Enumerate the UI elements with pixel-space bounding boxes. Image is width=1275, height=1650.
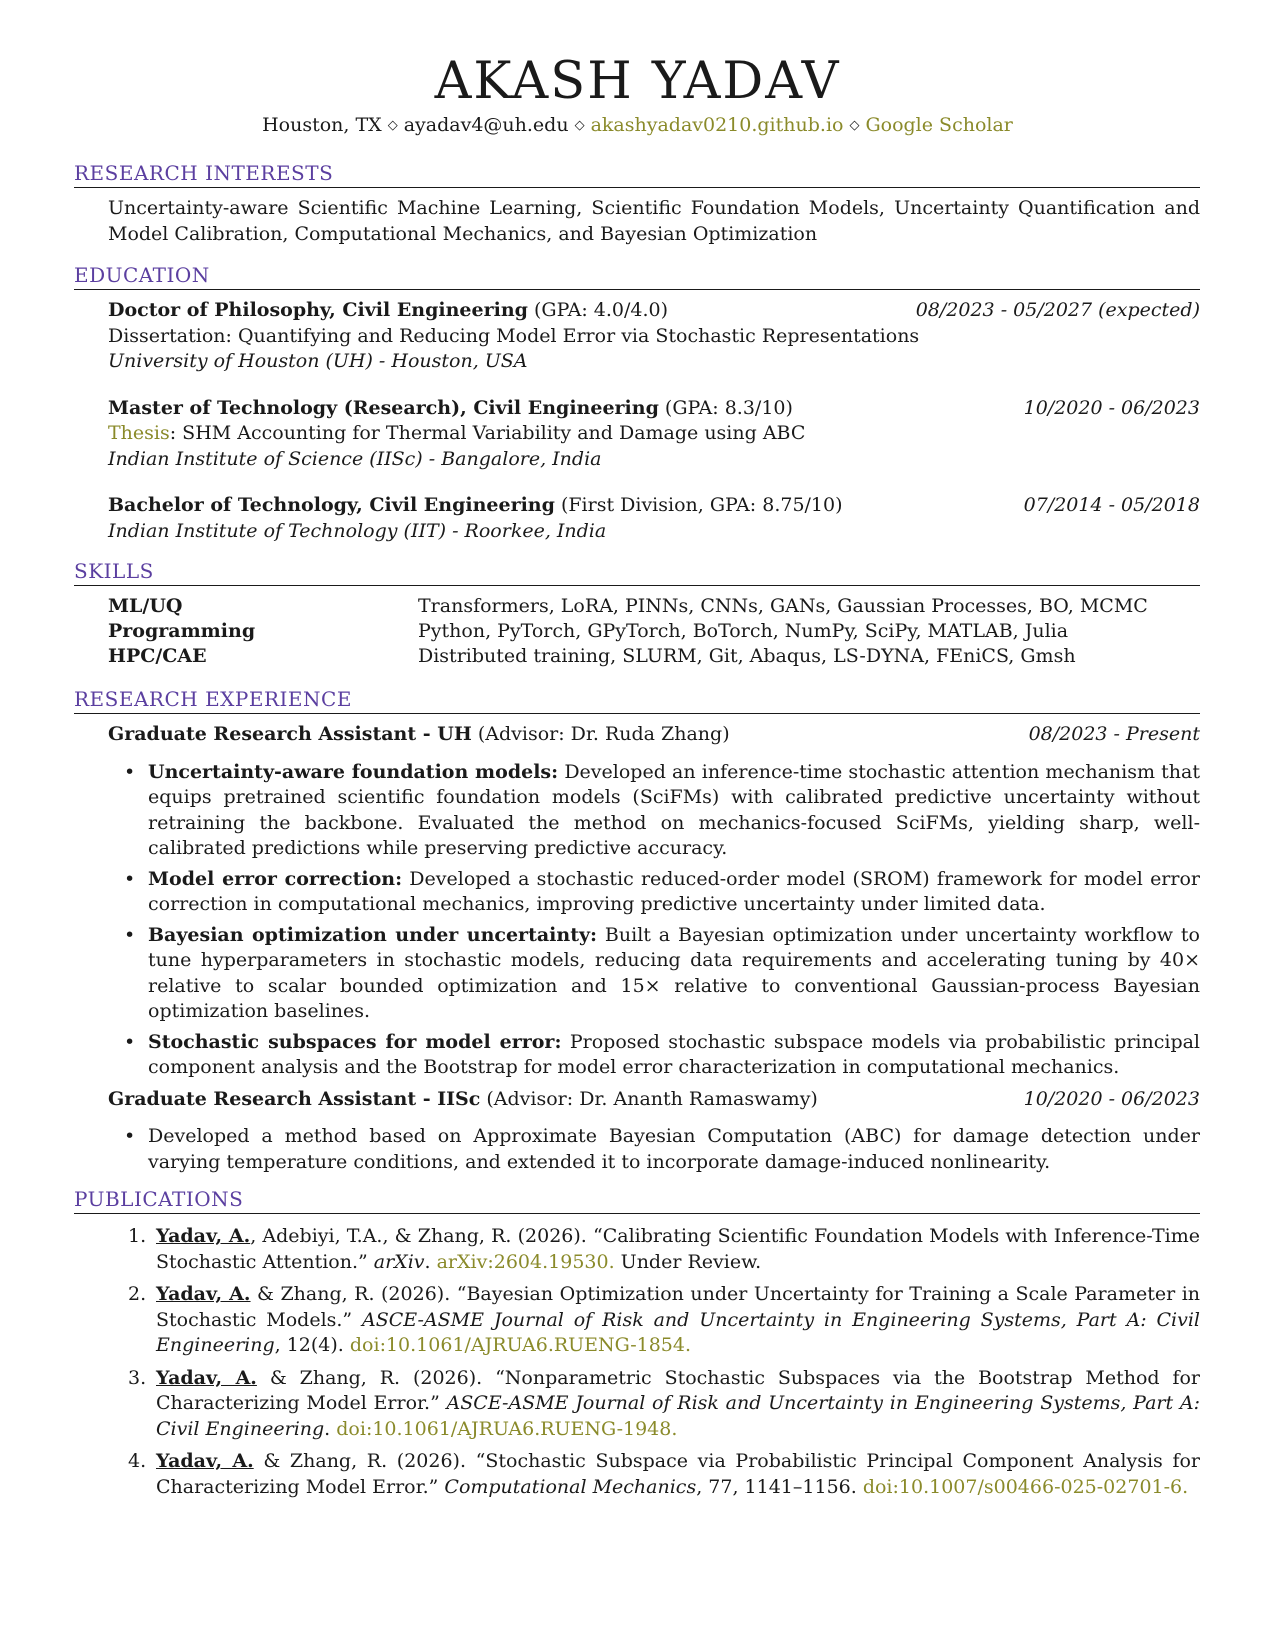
bullet-text: Developed a method based on Approximate Bayesian Computation (ABC) for damage detection under varying temperature conditions, and extended it to incorporate damage-induced nonlinearity.	[148, 1125, 1200, 1173]
pub-author-self: Yadav, A.	[156, 1366, 257, 1389]
degree: Master of Technology (Research), Civil Engineering	[108, 396, 659, 419]
research-experience-section	[74, 686, 1200, 1180]
pub-citation: & Zhang, R. (2026). “Nonparametric Stochastic Subspaces via the Bootstrap Method for Characterizing Model Error.”	[156, 1366, 1201, 1414]
degree: Bachelor of Technology, Civil Engineering	[108, 494, 555, 516]
publication-list	[128, 1224, 1200, 1500]
list-item	[128, 1449, 1200, 1500]
pub-number: 2.	[128, 1283, 147, 1305]
bullet-text: Proposed stochastic subspace models via probabilistic principal component analysis and the Bootstrap for model error characterization in computational mechanics.	[148, 1030, 1201, 1078]
thesis-title: : Quantifying and Reducing Model Error via Stochastic Representations	[225, 324, 920, 347]
bullet-lead: Bayesian optimization under uncertainty:	[148, 923, 598, 946]
pub-details: , 12(4).	[274, 1334, 350, 1356]
pub-author-self: Yadav, A.	[156, 1225, 251, 1247]
dates: 07/2014 - 05/2018	[1023, 494, 1200, 516]
bullet-lead: Stochastic subspaces for model error:	[148, 1030, 562, 1053]
pub-link[interactable]: doi:10.1061/AJRUA6.RUENG-1948.	[336, 1417, 678, 1440]
list-item	[128, 1224, 1200, 1275]
skill-row	[108, 644, 1200, 669]
skill-list: Transformers, LoRA, PINNs, CNNs, GANs, Gaussian Processes, BO, MCMC	[418, 595, 1148, 617]
pub-author-self: Yadav, A.	[156, 1450, 254, 1472]
pub-link[interactable]: arXiv:2604.19530.	[436, 1250, 615, 1273]
email: ayadav4@uh.edu	[403, 114, 569, 136]
pub-venue: arXiv	[373, 1250, 425, 1273]
dates: 08/2023 - 05/2027 (expected)	[915, 299, 1200, 321]
bullet-icon: •	[124, 867, 136, 890]
diamond-icon: ◇	[574, 118, 585, 133]
list-item	[124, 923, 1200, 1025]
bullet-icon: •	[124, 923, 136, 946]
pub-details: .	[324, 1417, 337, 1440]
contact-line	[0, 112, 1275, 141]
education-entry	[108, 298, 1200, 375]
skill-list: Distributed training, SLURM, Git, Abaqus, LS-DYNA, FEniCS, Gmsh	[418, 645, 1076, 667]
list-item	[124, 760, 1200, 862]
pub-citation: , Adebiyi, T.A., & Zhang, R. (2026). “Calibrating Scientific Foundation Models with Inference-Time Stochastic Attention.”	[156, 1225, 1200, 1273]
list-item	[124, 867, 1200, 918]
experience-entry	[108, 1087, 1200, 1113]
skill-category: HPC/CAE	[108, 645, 207, 667]
candidate-name: AKASH YADAV	[434, 52, 841, 111]
pub-venue: Computational Mechanics	[444, 1475, 697, 1498]
section-title: SKILLS	[74, 558, 1200, 586]
institution: Indian Institute of Technology (IIT) - Roorkee, India	[108, 519, 607, 542]
section-title: RESEARCH EXPERIENCE	[74, 686, 1200, 714]
advisor: (Advisor: Dr. Ananth Ramaswamy)	[480, 1087, 818, 1110]
bullet-lead: Uncertainty-aware foundation models:	[148, 760, 559, 783]
pub-number: 4.	[128, 1450, 147, 1472]
list-item	[124, 1124, 1200, 1175]
website-link[interactable]: akashyadav0210.github.io	[590, 114, 844, 136]
education-entry	[108, 493, 1200, 544]
section-title: RESEARCH INTERESTS	[74, 160, 1200, 188]
gpa: (GPA: 8.3/10)	[658, 396, 793, 419]
bullet-icon: •	[124, 1125, 136, 1147]
diamond-icon: ◇	[387, 118, 398, 133]
pub-details: , 77, 1141–1156.	[696, 1475, 863, 1498]
list-item	[124, 1030, 1200, 1081]
pub-citation: & Zhang, R. (2026). “Bayesian Optimization under Uncertainty for Training a Scale Parameter in Stochastic Models.”	[156, 1283, 1201, 1331]
institution: University of Houston (UH) - Houston, USA	[108, 350, 528, 372]
institution: Indian Institute of Science (IISc) - Bangalore, India	[108, 447, 602, 470]
list-item	[128, 1282, 1200, 1359]
pub-venue: ASCE-ASME Journal of Risk and Uncertainty in Engineering Systems, Part A: Civil Engineering	[156, 1392, 1200, 1440]
skills-table	[108, 594, 1200, 669]
education-section	[74, 262, 1200, 544]
skill-row	[108, 619, 1200, 644]
pub-status: Under Review.	[614, 1250, 762, 1273]
pub-venue: ASCE-ASME Journal of Risk and Uncertainty in Engineering Systems, Part A: Civil Engineering	[156, 1308, 1200, 1356]
role: Graduate Research Assistant - UH	[108, 723, 472, 745]
dates: 08/2023 - Present	[1028, 723, 1200, 745]
advisor: (Advisor: Dr. Ruda Zhang)	[471, 723, 730, 745]
gpa: (First Division, GPA: 8.75/10)	[554, 494, 843, 516]
research-interests-text: Uncertainty-aware Scientific Machine Learning, Scientific Foundation Models, Uncertainty Quantification and Model Calibration, Computational Mechanics, and Bayesian Optimization	[108, 197, 1200, 245]
bullet-text: Developed a stochastic reduced-order model (SROM) framework for model error correction in computational mechanics, improving predictive uncertainty under limited data.	[148, 867, 1200, 915]
skill-category: ML/UQ	[108, 595, 183, 617]
research-interests-section	[74, 160, 1200, 247]
diamond-icon: ◇	[849, 118, 860, 133]
bullet-lead: Model error correction:	[148, 867, 403, 890]
gpa: (GPA: 4.0/4.0)	[527, 299, 669, 321]
pub-author-self: Yadav, A.	[156, 1283, 251, 1305]
pub-link[interactable]: doi:10.1007/s00466-025-02701-6.	[862, 1475, 1189, 1498]
experience-bullets	[124, 1124, 1200, 1175]
bullet-text: Built a Bayesian optimization under uncertainty workflow to tune hyperparameters in stochastic models, reducing data requirements and accelerating tuning by 40× relative to scalar bounded optimization and 15× relative to conventional Gaussian-process Bayesian optimization baselines.	[148, 923, 1200, 1022]
bullet-text: Developed an inference-time stochastic attention mechanism that equips pretrained scientific foundation models (SciFMs) with calibrated predictive uncertainty without retraining the backbone. Evaluated the method on mechanics-focused SciFMs, yielding sharp, well-calibrated predictions while preserving predictive accuracy.	[148, 760, 1201, 859]
section-title: PUBLICATIONS	[74, 1186, 1200, 1214]
degree: Doctor of Philosophy, Civil Engineering	[108, 299, 528, 321]
pub-citation: & Zhang, R. (2026). “Stochastic Subspace via Probabilistic Principal Component Analysis for Characterizing Model Error.”	[156, 1450, 1200, 1498]
pub-link[interactable]: doi:10.1061/AJRUA6.RUENG-1854.	[349, 1334, 692, 1356]
skills-section	[74, 558, 1200, 669]
dates: 10/2020 - 06/2023	[1023, 396, 1200, 419]
bullet-icon: •	[124, 1030, 136, 1053]
skill-row	[108, 594, 1200, 619]
role: Graduate Research Assistant - IISc	[108, 1087, 481, 1110]
publications-section	[74, 1186, 1200, 1507]
skill-list: Python, PyTorch, GPyTorch, BoTorch, NumPy, SciPy, MATLAB, Julia	[418, 620, 1069, 642]
bullet-icon: •	[124, 760, 136, 783]
experience-entry	[108, 722, 1200, 748]
skill-category: Programming	[108, 620, 256, 642]
experience-bullets	[124, 760, 1200, 1081]
location: Houston, TX	[262, 114, 382, 136]
pub-number: 3.	[128, 1366, 147, 1389]
list-item	[128, 1366, 1200, 1443]
scholar-link[interactable]: Google Scholar	[865, 114, 1013, 136]
dates: 10/2020 - 06/2023	[1023, 1087, 1200, 1110]
education-entry	[108, 396, 1200, 473]
section-title: EDUCATION	[74, 262, 1200, 290]
thesis-title: : SHM Accounting for Thermal Variability and Damage using ABC	[169, 422, 806, 444]
thesis-link[interactable]: Thesis	[108, 422, 170, 444]
pub-number: 1.	[128, 1225, 147, 1247]
pub-details: .	[424, 1250, 437, 1273]
thesis-label: Dissertation	[108, 324, 226, 347]
